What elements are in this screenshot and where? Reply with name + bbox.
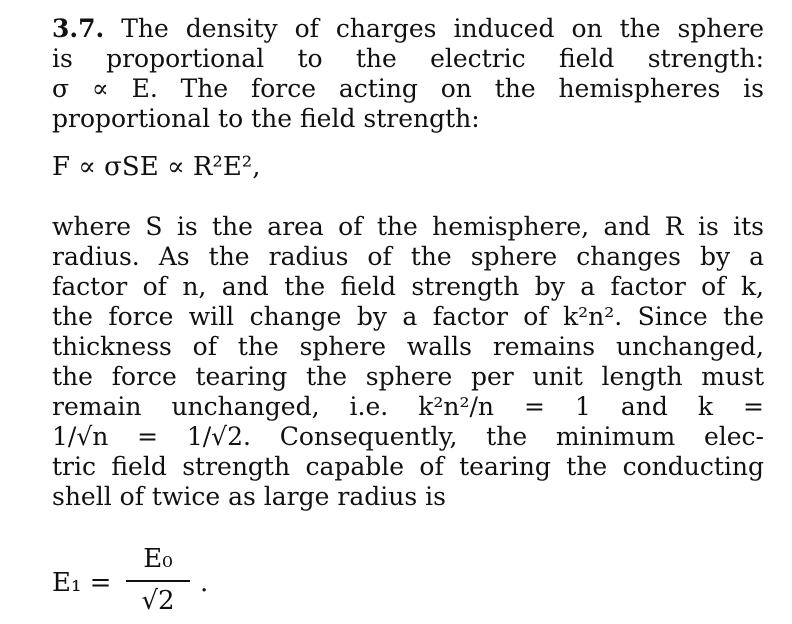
- body-line-10: shell of twice as large radius is: [52, 482, 446, 511]
- body-line-8: 1/√n = 1/√2. Consequently, the minimum elec-: [52, 422, 764, 451]
- final-equation-lhs: E₁ =: [52, 568, 112, 598]
- body-line-4: the force will change by a factor of k²n². Since the: [52, 302, 764, 331]
- final-equation-period: .: [200, 568, 209, 598]
- body-line-5: thickness of the sphere walls remains unchanged,: [52, 332, 764, 361]
- text-line-4: proportional to the field strength:: [52, 104, 480, 133]
- fraction-numerator: E₀: [143, 544, 173, 574]
- body-line-2: radius. As the radius of the sphere changes by a: [52, 242, 764, 271]
- text-line-1: [52, 14, 764, 44]
- text-line-3: σ ∝ E. The force acting on the hemispheres is: [52, 74, 764, 103]
- problem-line-1-text: The density of charges induced on the sphere: [121, 14, 764, 43]
- body-line-7: remain unchanged, i.e. k²n²/n = 1 and k =: [52, 392, 764, 421]
- body-line-6: the force tearing the sphere per unit length must: [52, 362, 764, 391]
- final-equation-fraction: [126, 538, 190, 624]
- force-equation: F ∝ σSE ∝ R²E²,: [52, 152, 261, 182]
- fraction-denominator: √2: [141, 586, 175, 616]
- final-equation: [52, 538, 252, 624]
- body-line-3: factor of n, and the field strength by a factor of k,: [52, 272, 764, 301]
- text-line-2: is proportional to the electric field strength:: [52, 44, 764, 73]
- body-line-1: where S is the area of the hemisphere, and R is its: [52, 212, 764, 241]
- problem-number: 3.7.: [52, 14, 105, 43]
- fraction-bar: [126, 580, 190, 582]
- body-line-9: tric field strength capable of tearing the conducting: [52, 452, 764, 481]
